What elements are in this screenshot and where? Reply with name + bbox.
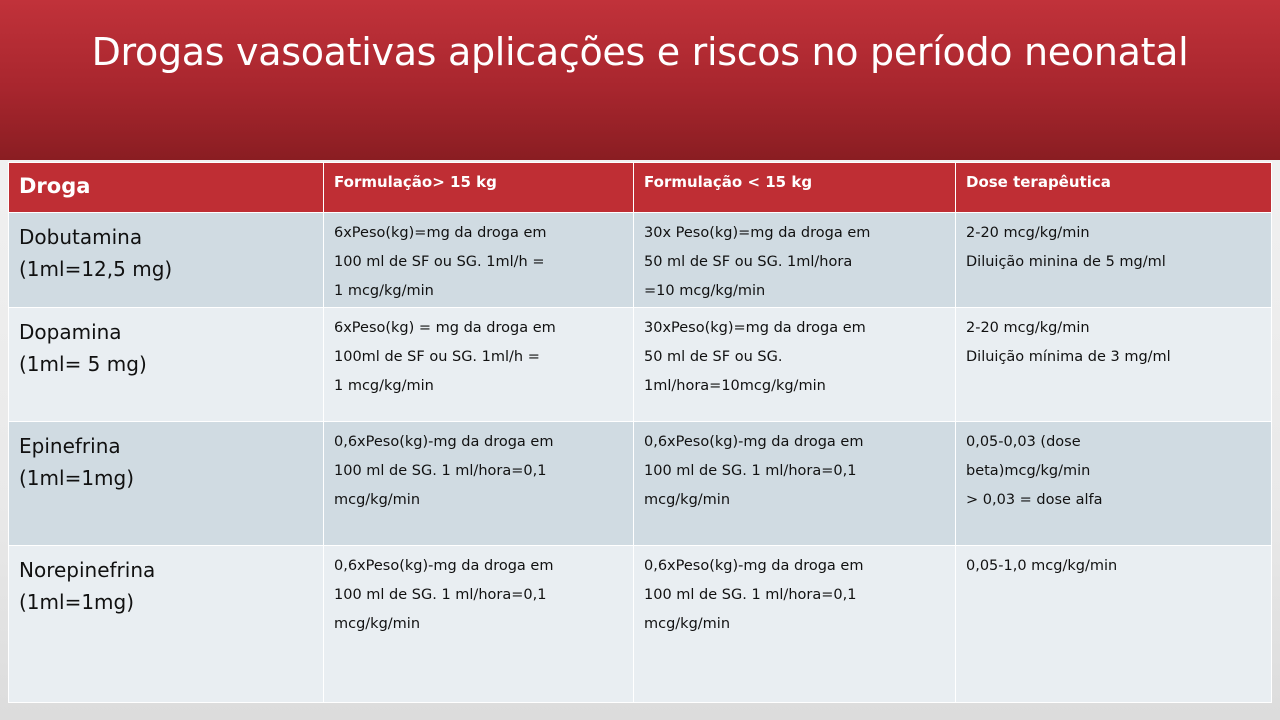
table-row (9, 546, 1272, 703)
header-therapeutic-dose: Dose terapêutica (956, 163, 1272, 213)
header-formulation-over-15kg: Formulação> 15 kg (324, 163, 634, 213)
formulation-under-15kg-cell: 0,6xPeso(kg)-mg da droga em 100 ml de SG. 1 ml/hora=0,1 mcg/kg/min (634, 422, 956, 546)
table-header-row (9, 163, 1272, 213)
drug-concentration: (1ml=1mg) (19, 590, 135, 614)
drug-name: Epinefrina (19, 434, 121, 458)
header-drug: Droga (9, 163, 324, 213)
title-band (0, 0, 1280, 160)
drug-table-container (8, 162, 1271, 703)
therapeutic-dose-cell: 2-20 mcg/kg/min Diluição minina de 5 mg/ml (956, 213, 1272, 308)
formulation-over-15kg-cell: 0,6xPeso(kg)-mg da droga em 100 ml de SG. 1 ml/hora=0,1 mcg/kg/min (324, 546, 634, 703)
therapeutic-dose-cell: 0,05-0,03 (dose beta)mcg/kg/min > 0,03 = dose alfa (956, 422, 1272, 546)
drug-name: Norepinefrina (19, 558, 156, 582)
header-formulation-under-15kg: Formulação < 15 kg (634, 163, 956, 213)
formulation-under-15kg-cell: 30xPeso(kg)=mg da droga em 50 ml de SF ou SG. 1ml/hora=10mcg/kg/min (634, 308, 956, 422)
formulation-under-15kg-cell: 0,6xPeso(kg)-mg da droga em 100 ml de SG. 1 ml/hora=0,1 mcg/kg/min (634, 546, 956, 703)
drug-cell (9, 308, 324, 422)
drug-name: Dobutamina (19, 225, 143, 249)
drug-concentration: (1ml= 5 mg) (19, 352, 147, 376)
formulation-over-15kg-cell: 6xPeso(kg) = mg da droga em 100ml de SF ou SG. 1ml/h = 1 mcg/kg/min (324, 308, 634, 422)
therapeutic-dose-cell: 2-20 mcg/kg/min Diluição mínima de 3 mg/ml (956, 308, 1272, 422)
drug-cell (9, 213, 324, 308)
drug-cell (9, 422, 324, 546)
drug-cell (9, 546, 324, 703)
drug-name: Dopamina (19, 320, 122, 344)
therapeutic-dose-cell: 0,05-1,0 mcg/kg/min (956, 546, 1272, 703)
drug-concentration: (1ml=1mg) (19, 466, 135, 490)
slide-title: Drogas vasoativas aplicações e riscos no período neonatal (91, 30, 1189, 74)
table-row (9, 213, 1272, 308)
table-row (9, 422, 1272, 546)
formulation-under-15kg-cell: 30x Peso(kg)=mg da droga em 50 ml de SF ou SG. 1ml/hora =10 mcg/kg/min (634, 213, 956, 308)
table-row (9, 308, 1272, 422)
drug-table (8, 162, 1272, 703)
formulation-over-15kg-cell: 0,6xPeso(kg)-mg da droga em 100 ml de SG. 1 ml/hora=0,1 mcg/kg/min (324, 422, 634, 546)
formulation-over-15kg-cell: 6xPeso(kg)=mg da droga em 100 ml de SF ou SG. 1ml/h = 1 mcg/kg/min (324, 213, 634, 308)
drug-concentration: (1ml=12,5 mg) (19, 257, 173, 281)
